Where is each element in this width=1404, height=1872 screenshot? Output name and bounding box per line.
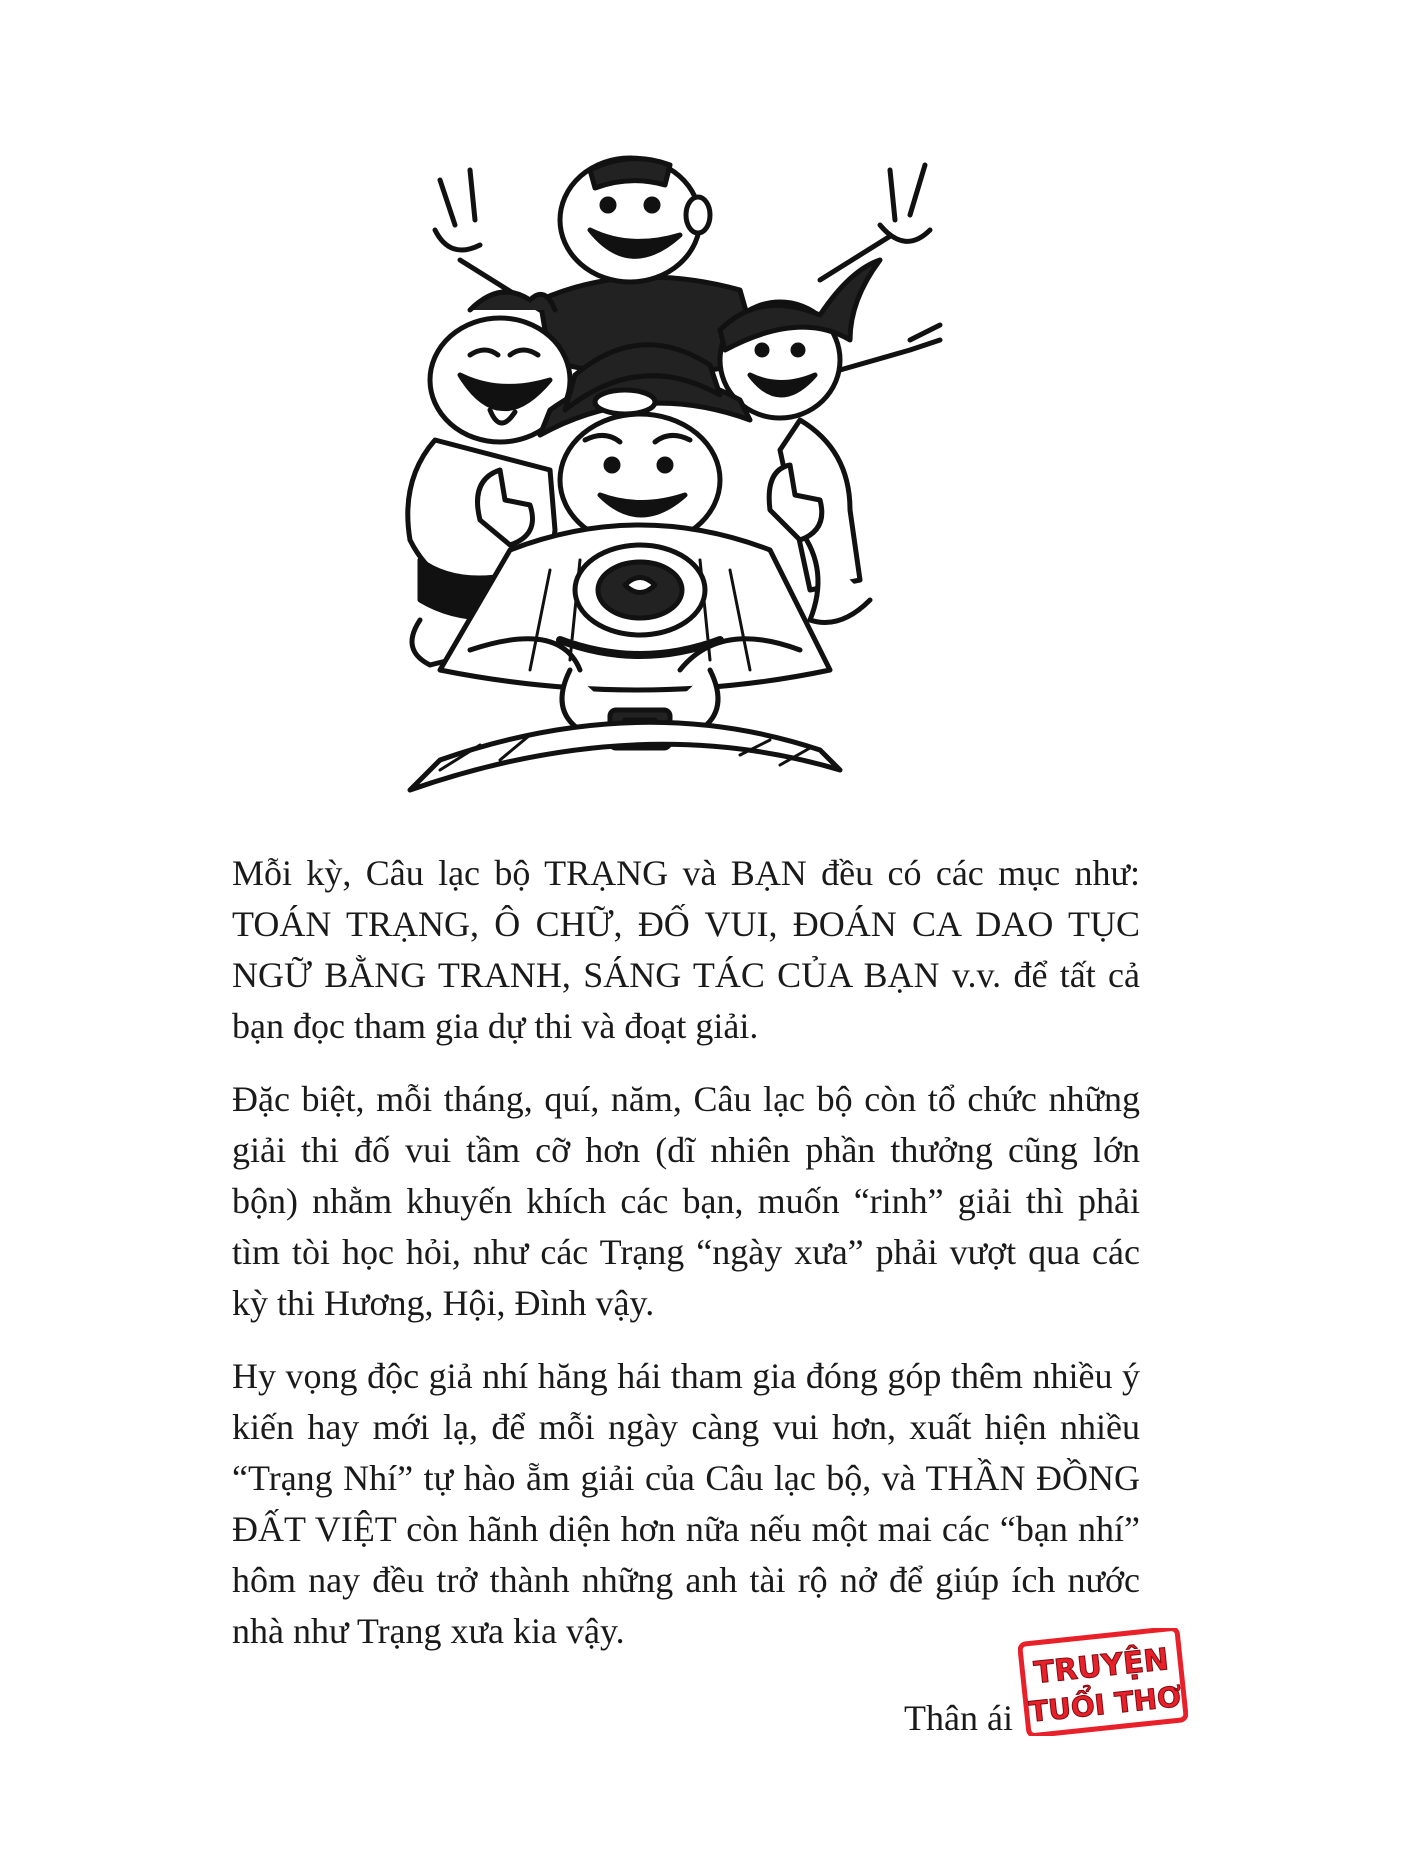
cartoon-characters-illustration [380, 150, 1040, 800]
article-body [232, 848, 1140, 1679]
paragraph-2: Đặc biệt, mỗi tháng, quí, năm, Câu lạc bộ còn tổ chức những giải thi đố vui tầm cỡ hơn (dĩ nhiên phần thưởng cũng lớn bộn) nhằm khuyến khích các bạn, muốn “rinh” giải thì phải tìm tòi học hỏi, như các Trạng “ngày xưa” phải vượt qua các kỳ thi Hương, Hội, Đình vậy. [232, 1079, 1140, 1323]
svg-text:TRUYỆN: TRUYỆN [1032, 1642, 1171, 1692]
paragraph-1: Mỗi kỳ, Câu lạc bộ TRẠNG và BẠN đều có các mục như: TOÁN TRẠNG, Ô CHỮ, ĐỐ VUI, ĐOÁN CA DAO TỤC NGỮ BẰNG TRANH, SÁNG TÁC CỦA BẠN v.v. để tất cả bạn đọc tham gia dự thi và đoạt giải. [232, 853, 1140, 1046]
svg-text:TUỔI THƠ: TUỔI THƠ [1027, 1679, 1184, 1729]
truyen-tuoi-tho-logo [1018, 1628, 1188, 1736]
paragraph-3: Hy vọng độc giả nhí hăng hái tham gia đóng góp thêm nhiều ý kiến hay mới lạ, để mỗi ngày càng vui hơn, xuất hiện nhiều “Trạng Nhí” tự hào ẵm giải của Câu lạc bộ, và THẦN ĐỒNG ĐẤT VIỆT còn hãnh diện hơn nữa nếu một mai các “bạn nhí” hôm nay đều trở thành những anh tài rộ nở để giúp ích nước nhà như Trạng xưa kia vậy. [232, 1356, 1140, 1651]
signoff: Thân ái [904, 1698, 1013, 1738]
